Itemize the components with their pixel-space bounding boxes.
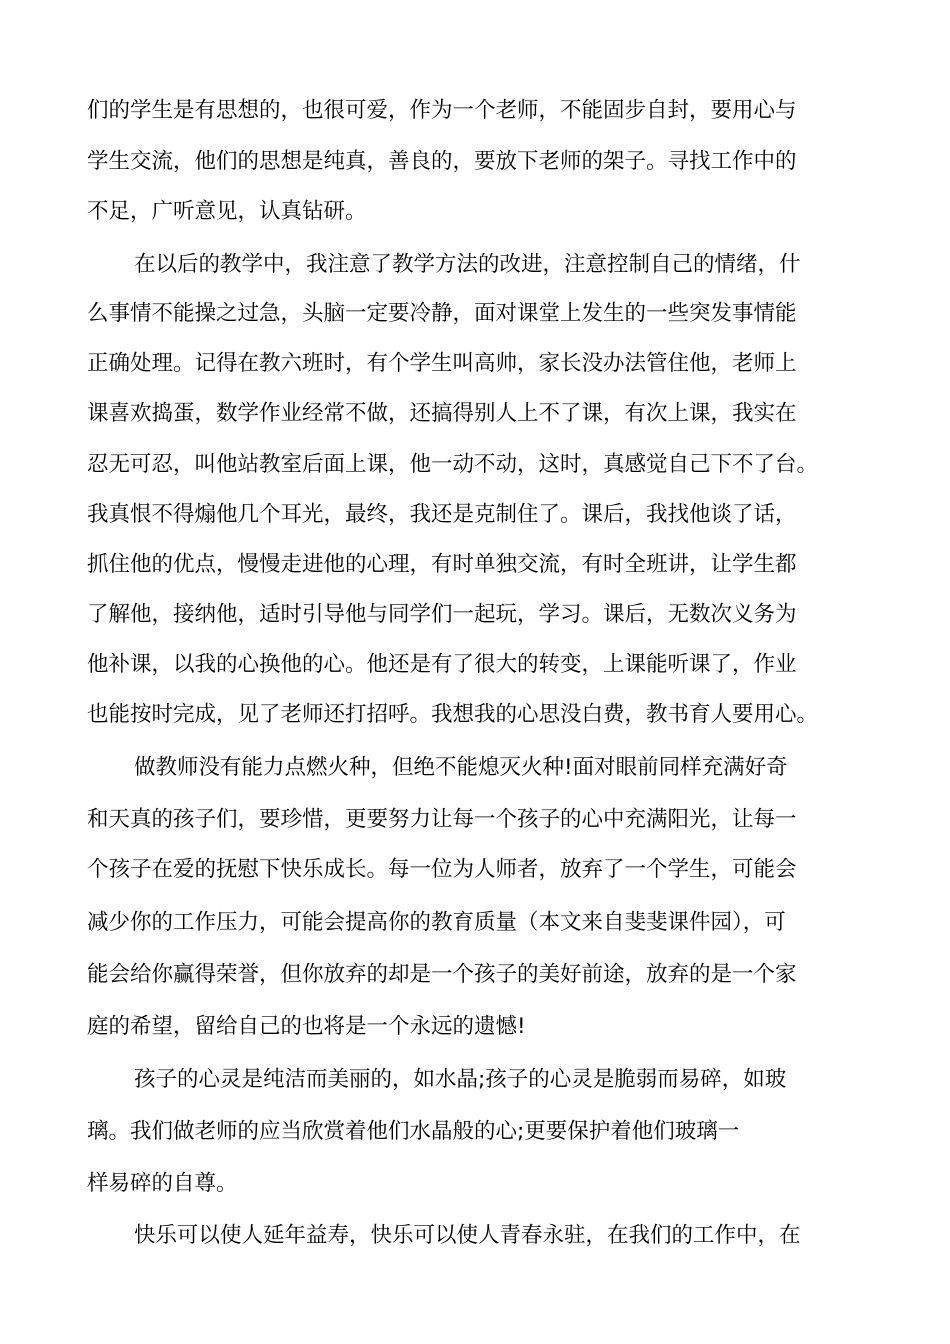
- text-line: 减少你的工作压力，可能会提高你的教育质量（本文来自斐斐课件园），可: [87, 910, 786, 935]
- text-line: 做教师没有能力点燃火种，但绝不能熄灭火种!面对眼前同样充满好奇: [134, 755, 788, 780]
- text-line: 们的学生是有思想的，也很可爱，作为一个老师，不能固步自封，要用心与: [87, 98, 797, 123]
- text-line: 抓住他的优点，慢慢走进他的心理，有时单独交流，有时全班讲，让学生都: [87, 552, 797, 577]
- text-line: 璃。我们做老师的应当欣赏着他们水晶般的心;更要保护着他们玻璃一: [87, 1119, 740, 1144]
- text-line: 他补课，以我的心换他的心。他还是有了很大的转变，上课能听课了，作业: [87, 652, 797, 677]
- text-line: 快乐可以使人延年益寿，快乐可以使人青春永驻，在我们的工作中，在: [134, 1223, 801, 1248]
- text-line: 忍无可忍，叫他站教室后面上课，他一动不动，这时，真感觉自己下不了台。: [87, 452, 819, 477]
- text-line: 个孩子在爱的抚慰下快乐成长。每一位为人师者，放弃了一个学生，可能会: [87, 857, 797, 882]
- text-line: 在以后的教学中，我注意了教学方法的改进，注意控制自己的情绪，什: [134, 252, 801, 277]
- text-line: 和天真的孩子们，要珍惜，更要努力让每一个孩子的心中充满阳光，让每一: [87, 807, 797, 832]
- text-line: 学生交流，他们的思想是纯真，善良的，要放下老师的架子。寻找工作中的: [87, 149, 797, 174]
- text-line: 庭的希望，留给自己的也将是一个永远的遗憾!: [87, 1014, 526, 1039]
- text-line: 我真恨不得煽他几个耳光，最终，我还是克制住了。课后，我找他谈了话，: [87, 502, 797, 527]
- text-line: 不足，广听意见，认真钻研。: [87, 199, 367, 224]
- text-line: 能会给你赢得荣誉，但你放弃的却是一个孩子的美好前途，放弃的是一个家: [87, 962, 797, 987]
- text-line: 也能按时完成，见了老师还打招呼。我想我的心思没白费，教书育人要用心。: [87, 702, 819, 727]
- text-line: 样易碎的自尊。: [87, 1171, 238, 1196]
- text-line: 正确处理。记得在教六班时，有个学生叫高帅，家长没办法管住他，老师上: [87, 351, 797, 376]
- text-line: 么事情不能操之过急，头脑一定要冷静，面对课堂上发生的一些突发事情能: [87, 301, 797, 326]
- text-line: 了解他，接纳他，适时引导他与同学们一起玩，学习。课后，无数次义务为: [87, 602, 797, 627]
- text-line: 课喜欢捣蛋，数学作业经常不做，还搞得别人上不了课，有次上课，我实在: [87, 401, 797, 426]
- text-line: 孩子的心灵是纯洁而美丽的，如水晶;孩子的心灵是脆弱而易碎，如玻: [134, 1067, 787, 1092]
